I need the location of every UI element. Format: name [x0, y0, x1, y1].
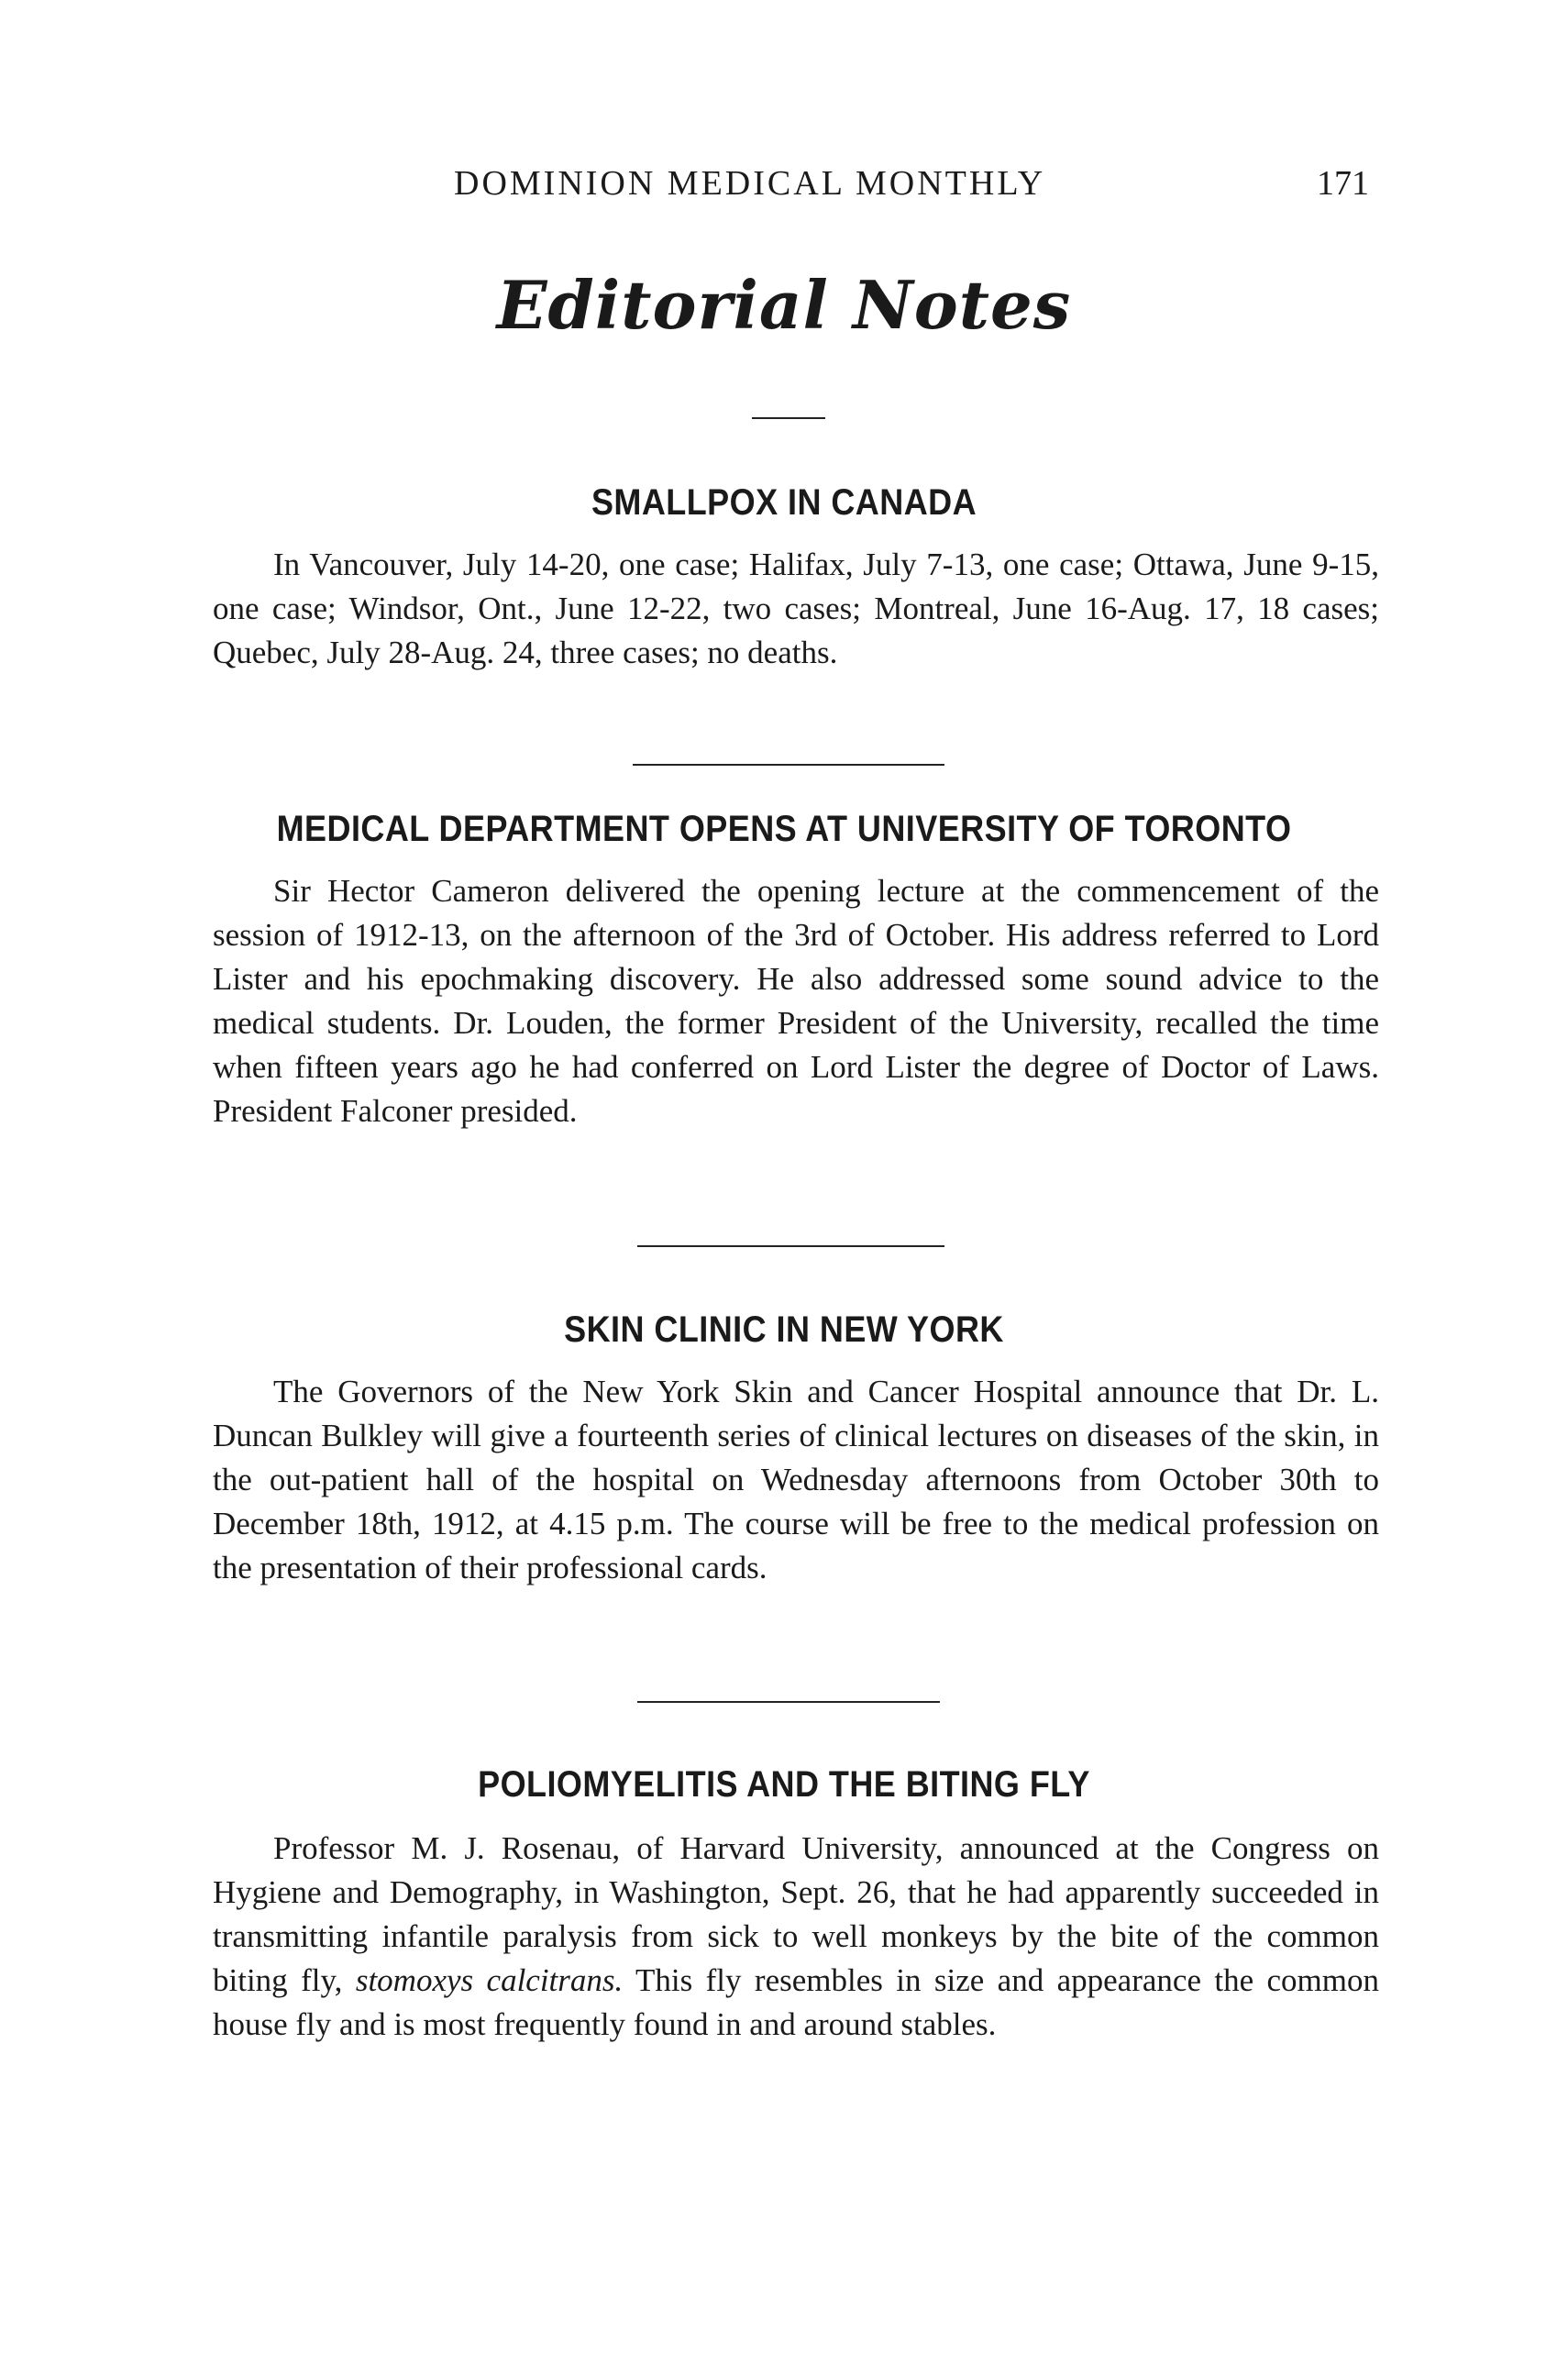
- article-title-skin-clinic: SKIN CLINIC IN NEW YORK: [564, 1309, 1004, 1350]
- article-body-toronto: Sir Hector Cameron delivered the opening lecture at the commencement of the session of 1912-13, on the afternoon of the 3rd of October. His address referred to Lord Lister and his epochmaking discovery. He also addressed some sound advice to the medical students. Dr. Louden, the former President of the University, recalled the time when fifteen years ago he had conferred on Lord Lister the degree of Doctor of Laws. President Falconer presided.: [213, 873, 1379, 1129]
- journal-title: DOMINION MEDICAL MONTHLY: [454, 164, 1046, 203]
- body-text: Professor M. J. Rosenau, of Harvard University, announced at the Congress on Hygiene and Demography, in Washington, Sept. 26, that he had apparently succeeded in transmitting infantile paralysis from sick to well monkeys by the bite of the common biting fly,: [213, 1830, 1379, 1998]
- article-title-smallpox: SMALLPOX IN CANADA: [591, 482, 977, 523]
- article-title-poliomyelitis: POLIOMYELITIS AND THE BITING FLY: [478, 1764, 1090, 1805]
- running-head: [0, 163, 1568, 218]
- article-body-smallpox: In Vancouver, July 14-20, one case; Halifax, July 7-13, one case; Ottawa, June 9-15, one case; Windsor, Ont., June 12-22, two cases; Montreal, June 16-Aug. 17, 18 cases; Quebec, July 28-Aug. 24, three cases; no deaths.: [213, 547, 1379, 670]
- divider-rule: [633, 764, 944, 766]
- article-body-poliomyelitis: [213, 1827, 1379, 2047]
- page-number: 171: [1317, 164, 1369, 203]
- article-title-toronto: MEDICAL DEPARTMENT OPENS AT UNIVERSITY OF TORONTO: [276, 809, 1292, 849]
- section-heading: Editorial Notes: [496, 266, 1072, 344]
- divider-rule: [637, 1701, 940, 1703]
- divider-rule: [637, 1245, 944, 1247]
- body-text: This fly resembles in size and appearance the common house fly and is most frequently found in and around stables.: [213, 1962, 1380, 2042]
- species-name: stomoxys calcitrans.: [355, 1962, 624, 1998]
- heading-rule: [752, 417, 825, 419]
- article-body-skin-clinic: The Governors of the New York Skin and Cancer Hospital announce that Dr. L. Duncan Bulkley will give a fourteenth series of clinical lectures on diseases of the skin, in the out-patient hall of the hospital on Wednesday afternoons from October 30th to December 18th, 1912, at 4.15 p.m. The course will be free to the medical profession on the presentation of their professional cards.: [213, 1374, 1379, 1585]
